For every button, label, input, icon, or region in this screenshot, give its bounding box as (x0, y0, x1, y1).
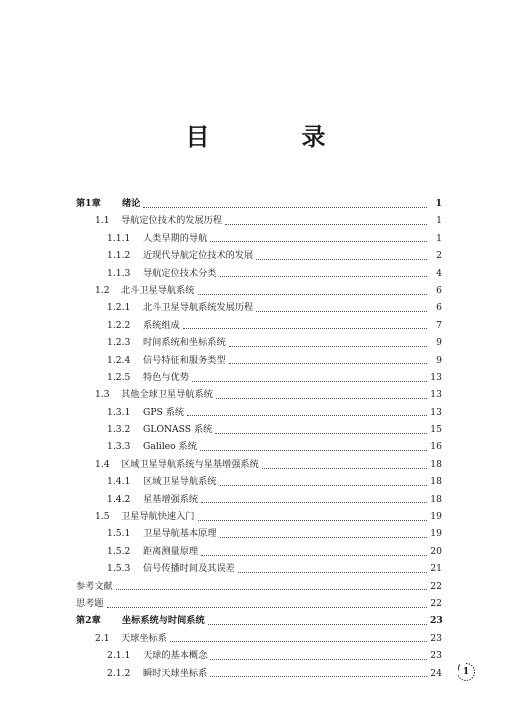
toc-entry-number: 1.2.5 (107, 371, 131, 383)
toc-entry-page: 18 (430, 476, 442, 488)
toc-entry[interactable] (76, 404, 442, 421)
leader-dots (187, 406, 427, 416)
toc-entry-page: 22 (430, 580, 442, 592)
toc-entry-title: 人类早期的导航 (143, 232, 208, 244)
table-of-contents (76, 195, 442, 682)
toc-entry-title: GLONASS 系统 (143, 424, 213, 436)
toc-entry-title: 卫星导航快速入门 (121, 511, 195, 523)
toc-entry-page: 1 (435, 198, 442, 209)
toc-entry-page: 1 (436, 232, 442, 244)
toc-entry-title: 导航定位技术分类 (143, 267, 217, 279)
toc-entry-number: 1.4.1 (107, 476, 131, 488)
toc-entry-number: 1.3.3 (107, 441, 131, 453)
toc-entry[interactable] (76, 491, 442, 508)
leader-dots (183, 319, 427, 329)
toc-entry-page: 19 (430, 511, 442, 523)
toc-entry[interactable] (76, 612, 442, 629)
toc-entry-title: 星基增强系统 (143, 493, 199, 505)
leader-dots (216, 389, 427, 399)
leader-dots (238, 563, 427, 573)
toc-entry-number: 第2章 (76, 615, 101, 627)
toc-entry-number: 1.2.2 (107, 319, 131, 331)
toc-entry-number: 1.5.1 (107, 528, 131, 540)
toc-entry[interactable] (76, 525, 442, 542)
toc-entry-title: 坐标系统与时间系统 (122, 615, 205, 627)
toc-entry[interactable] (76, 438, 442, 455)
toc-entry-title: 信号传播时间及其误差 (143, 563, 235, 575)
toc-entry-page: 21 (430, 563, 442, 575)
page-title: 目 录 (185, 122, 360, 151)
leader-dots (220, 528, 428, 538)
leader-dots (215, 424, 427, 434)
toc-entry-number: 1.4 (95, 458, 110, 470)
toc-entry-page: 6 (436, 284, 442, 296)
toc-entry-number: 1.2.4 (107, 354, 131, 366)
toc-entry[interactable] (76, 578, 442, 595)
toc-entry-title: GPS 系统 (143, 406, 185, 418)
toc-entry-title: 区域卫星导航系统与星基增强系统 (121, 458, 259, 470)
leader-dots (225, 215, 427, 225)
leader-dots (220, 476, 428, 486)
toc-entry-title: Galileo 系统 (143, 441, 197, 453)
leader-dots (262, 459, 427, 469)
leader-dots (220, 267, 428, 277)
toc-entry-page: 13 (430, 406, 442, 418)
leader-dots (116, 580, 427, 590)
toc-entry[interactable] (76, 630, 442, 647)
toc-entry-page: 18 (430, 493, 442, 505)
toc-entry-number: 1.5.2 (107, 545, 131, 557)
toc-entry[interactable] (76, 647, 442, 664)
page-number: 1 (462, 667, 470, 677)
leader-dots (201, 493, 427, 503)
toc-entry-title: 信号特征和服务类型 (143, 354, 226, 366)
toc-entry[interactable] (76, 595, 442, 612)
toc-entry[interactable] (76, 265, 442, 282)
leader-dots (210, 667, 427, 677)
toc-entry-title: 北斗卫星导航系统发展历程 (143, 302, 254, 314)
toc-entry-number: 1.4.2 (107, 493, 131, 505)
toc-entry-title: 瞬时天球坐标系 (143, 667, 208, 679)
leader-dots (229, 337, 427, 347)
toc-entry-number: 2.1.1 (107, 650, 131, 662)
toc-entry-title: 区域卫星导航系统 (143, 476, 217, 488)
toc-entry-number: 1.2.1 (107, 302, 131, 314)
toc-entry-page: 6 (436, 302, 442, 314)
toc-entry[interactable] (76, 508, 442, 525)
toc-entry-page: 19 (430, 528, 442, 540)
toc-entry-page: 15 (430, 424, 442, 436)
toc-entry-title: 卫星导航基本原理 (143, 528, 217, 540)
leader-dots (256, 250, 427, 260)
toc-entry[interactable] (76, 317, 442, 334)
toc-entry-title: 导航定位技术的发展历程 (121, 215, 223, 227)
toc-entry-title: 绪论 (122, 198, 141, 209)
toc-entry-number: 2.1.2 (107, 667, 131, 679)
leader-dots (256, 302, 427, 312)
leader-dots (170, 632, 427, 642)
toc-entry-page: 1 (436, 215, 442, 227)
toc-entry-title: 天球的基本概念 (143, 650, 208, 662)
toc-entry[interactable] (76, 456, 442, 473)
toc-entry-number: 1.1.3 (107, 267, 131, 279)
toc-entry-number: 1.2.3 (107, 337, 131, 349)
toc-entry-title: 时间系统和坐标系统 (143, 337, 226, 349)
toc-entry-page: 4 (436, 267, 442, 279)
toc-entry-title: 思考题 (76, 597, 104, 609)
leader-dots (208, 615, 427, 625)
leader-dots (198, 511, 428, 521)
leader-dots (107, 598, 427, 608)
toc-entry-number: 2.1 (95, 632, 110, 644)
leader-dots (210, 650, 427, 660)
toc-entry[interactable] (76, 421, 442, 438)
toc-entry-number: 1.2 (95, 284, 110, 296)
leader-dots (210, 232, 427, 242)
toc-entry-page: 23 (430, 650, 442, 662)
toc-entry-number: 1.3.2 (107, 424, 131, 436)
toc-entry[interactable] (76, 352, 442, 369)
toc-entry-page: 23 (430, 615, 443, 627)
toc-entry-page: 18 (430, 458, 442, 470)
toc-entry-page: 9 (436, 354, 442, 366)
toc-entry-page: 13 (430, 389, 442, 401)
toc-entry-number: 1.3.1 (107, 406, 131, 418)
toc-entry[interactable] (76, 195, 442, 212)
toc-entry-title: 天球坐标系 (121, 632, 167, 644)
leader-dots (229, 354, 427, 364)
toc-entry-page: 24 (430, 667, 442, 679)
toc-entry[interactable] (76, 543, 442, 560)
toc-entry-title: 参考文献 (76, 580, 113, 592)
toc-entry-number: 1.5 (95, 511, 110, 523)
toc-entry[interactable] (76, 560, 442, 577)
toc-entry-title: 特色与优势 (143, 371, 189, 383)
toc-entry-number: 1.3 (95, 389, 110, 401)
toc-entry[interactable] (76, 282, 442, 299)
toc-entry-page: 22 (430, 597, 442, 609)
page-number-badge (456, 662, 476, 682)
toc-entry-number: 1.5.3 (107, 563, 131, 575)
toc-entry-number: 1.1.2 (107, 250, 131, 262)
toc-entry[interactable] (76, 473, 442, 490)
leader-dots (198, 285, 428, 295)
toc-entry-number: 第1章 (76, 198, 101, 209)
toc-entry[interactable] (76, 247, 442, 264)
toc-entry-title: 距离测量原理 (143, 545, 199, 557)
toc-entry-title: 其他全球卫星导航系统 (121, 389, 213, 401)
leader-dots (192, 372, 427, 382)
toc-entry[interactable] (76, 369, 442, 386)
leader-dots (201, 546, 427, 556)
toc-entry[interactable] (76, 334, 442, 351)
toc-entry-number: 1.1.1 (107, 232, 131, 244)
toc-entry-title: 系统组成 (143, 319, 180, 331)
toc-entry[interactable] (76, 299, 442, 316)
toc-entry[interactable] (76, 212, 442, 229)
toc-entry-page: 23 (430, 632, 442, 644)
toc-entry-number: 1.1 (95, 215, 110, 227)
toc-entry[interactable] (76, 386, 442, 403)
leader-dots (200, 441, 427, 451)
toc-entry-page: 16 (430, 441, 442, 453)
toc-entry-title: 北斗卫星导航系统 (121, 284, 195, 296)
toc-entry-page: 7 (436, 319, 442, 331)
toc-entry-title: 近现代导航定位技术的发展 (143, 250, 254, 262)
toc-entry-page: 20 (430, 545, 442, 557)
toc-entry-page: 2 (436, 250, 442, 262)
toc-entry[interactable] (76, 230, 442, 247)
toc-entry[interactable] (76, 665, 442, 682)
toc-entry-page: 13 (430, 371, 442, 383)
toc-entry-page: 9 (436, 337, 442, 349)
leader-dots (143, 198, 427, 208)
